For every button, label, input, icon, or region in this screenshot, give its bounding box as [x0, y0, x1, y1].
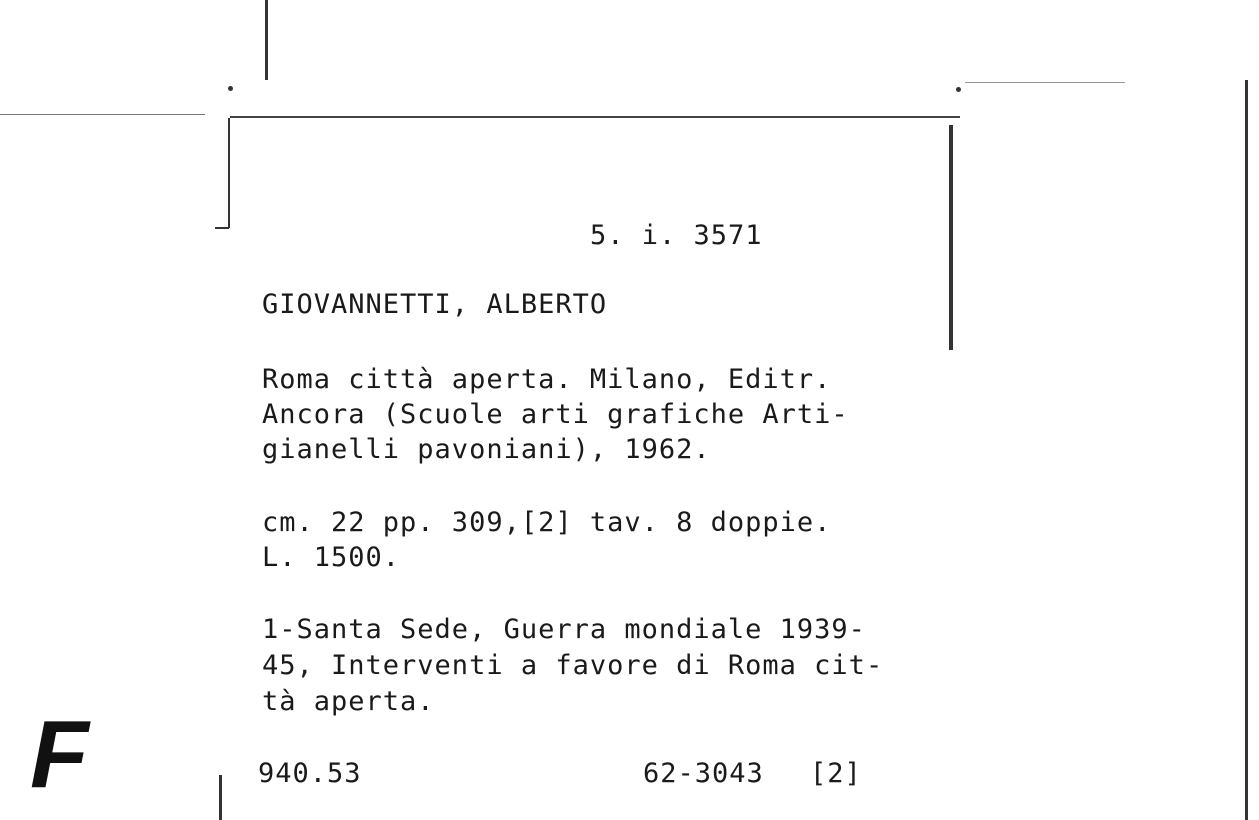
title-line: Ancora (Scuole arti grafiche Arti-	[262, 399, 849, 430]
top-dot-left	[228, 86, 233, 91]
title-line: gianelli pavoniani), 1962.	[262, 434, 711, 465]
subject-line: 1-Santa Sede, Guerra mondiale 1939-	[262, 614, 866, 645]
top-rule	[230, 116, 960, 118]
top-rule-left	[0, 114, 205, 115]
left-bracket-foot	[215, 227, 229, 229]
top-rule-right	[965, 82, 1125, 83]
right-page-edge	[1245, 80, 1248, 820]
subject-line: tà aperta.	[262, 686, 435, 717]
bottom-left-tick	[219, 775, 222, 820]
record-number: 62-3043	[643, 758, 764, 789]
handwritten-letter-mark: F	[30, 701, 89, 808]
top-stub	[265, 0, 268, 80]
price-line: L. 1500.	[262, 542, 401, 573]
title-line: Roma città aperta. Milano, Editr.	[262, 364, 832, 395]
physical-description-line: cm. 22 pp. 309,[2] tav. 8 doppie.	[262, 507, 832, 538]
right-bracket	[949, 125, 953, 350]
subject-line: 45, Interventi a favore di Roma cit-	[262, 650, 884, 681]
left-bracket	[228, 118, 230, 228]
classification-number: 940.53	[258, 758, 362, 789]
card-index: [2]	[810, 758, 862, 789]
call-number: 5. i. 3571	[590, 220, 763, 251]
author-heading: GIOVANNETTI, ALBERTO	[262, 289, 608, 320]
top-dot-right	[956, 87, 961, 92]
